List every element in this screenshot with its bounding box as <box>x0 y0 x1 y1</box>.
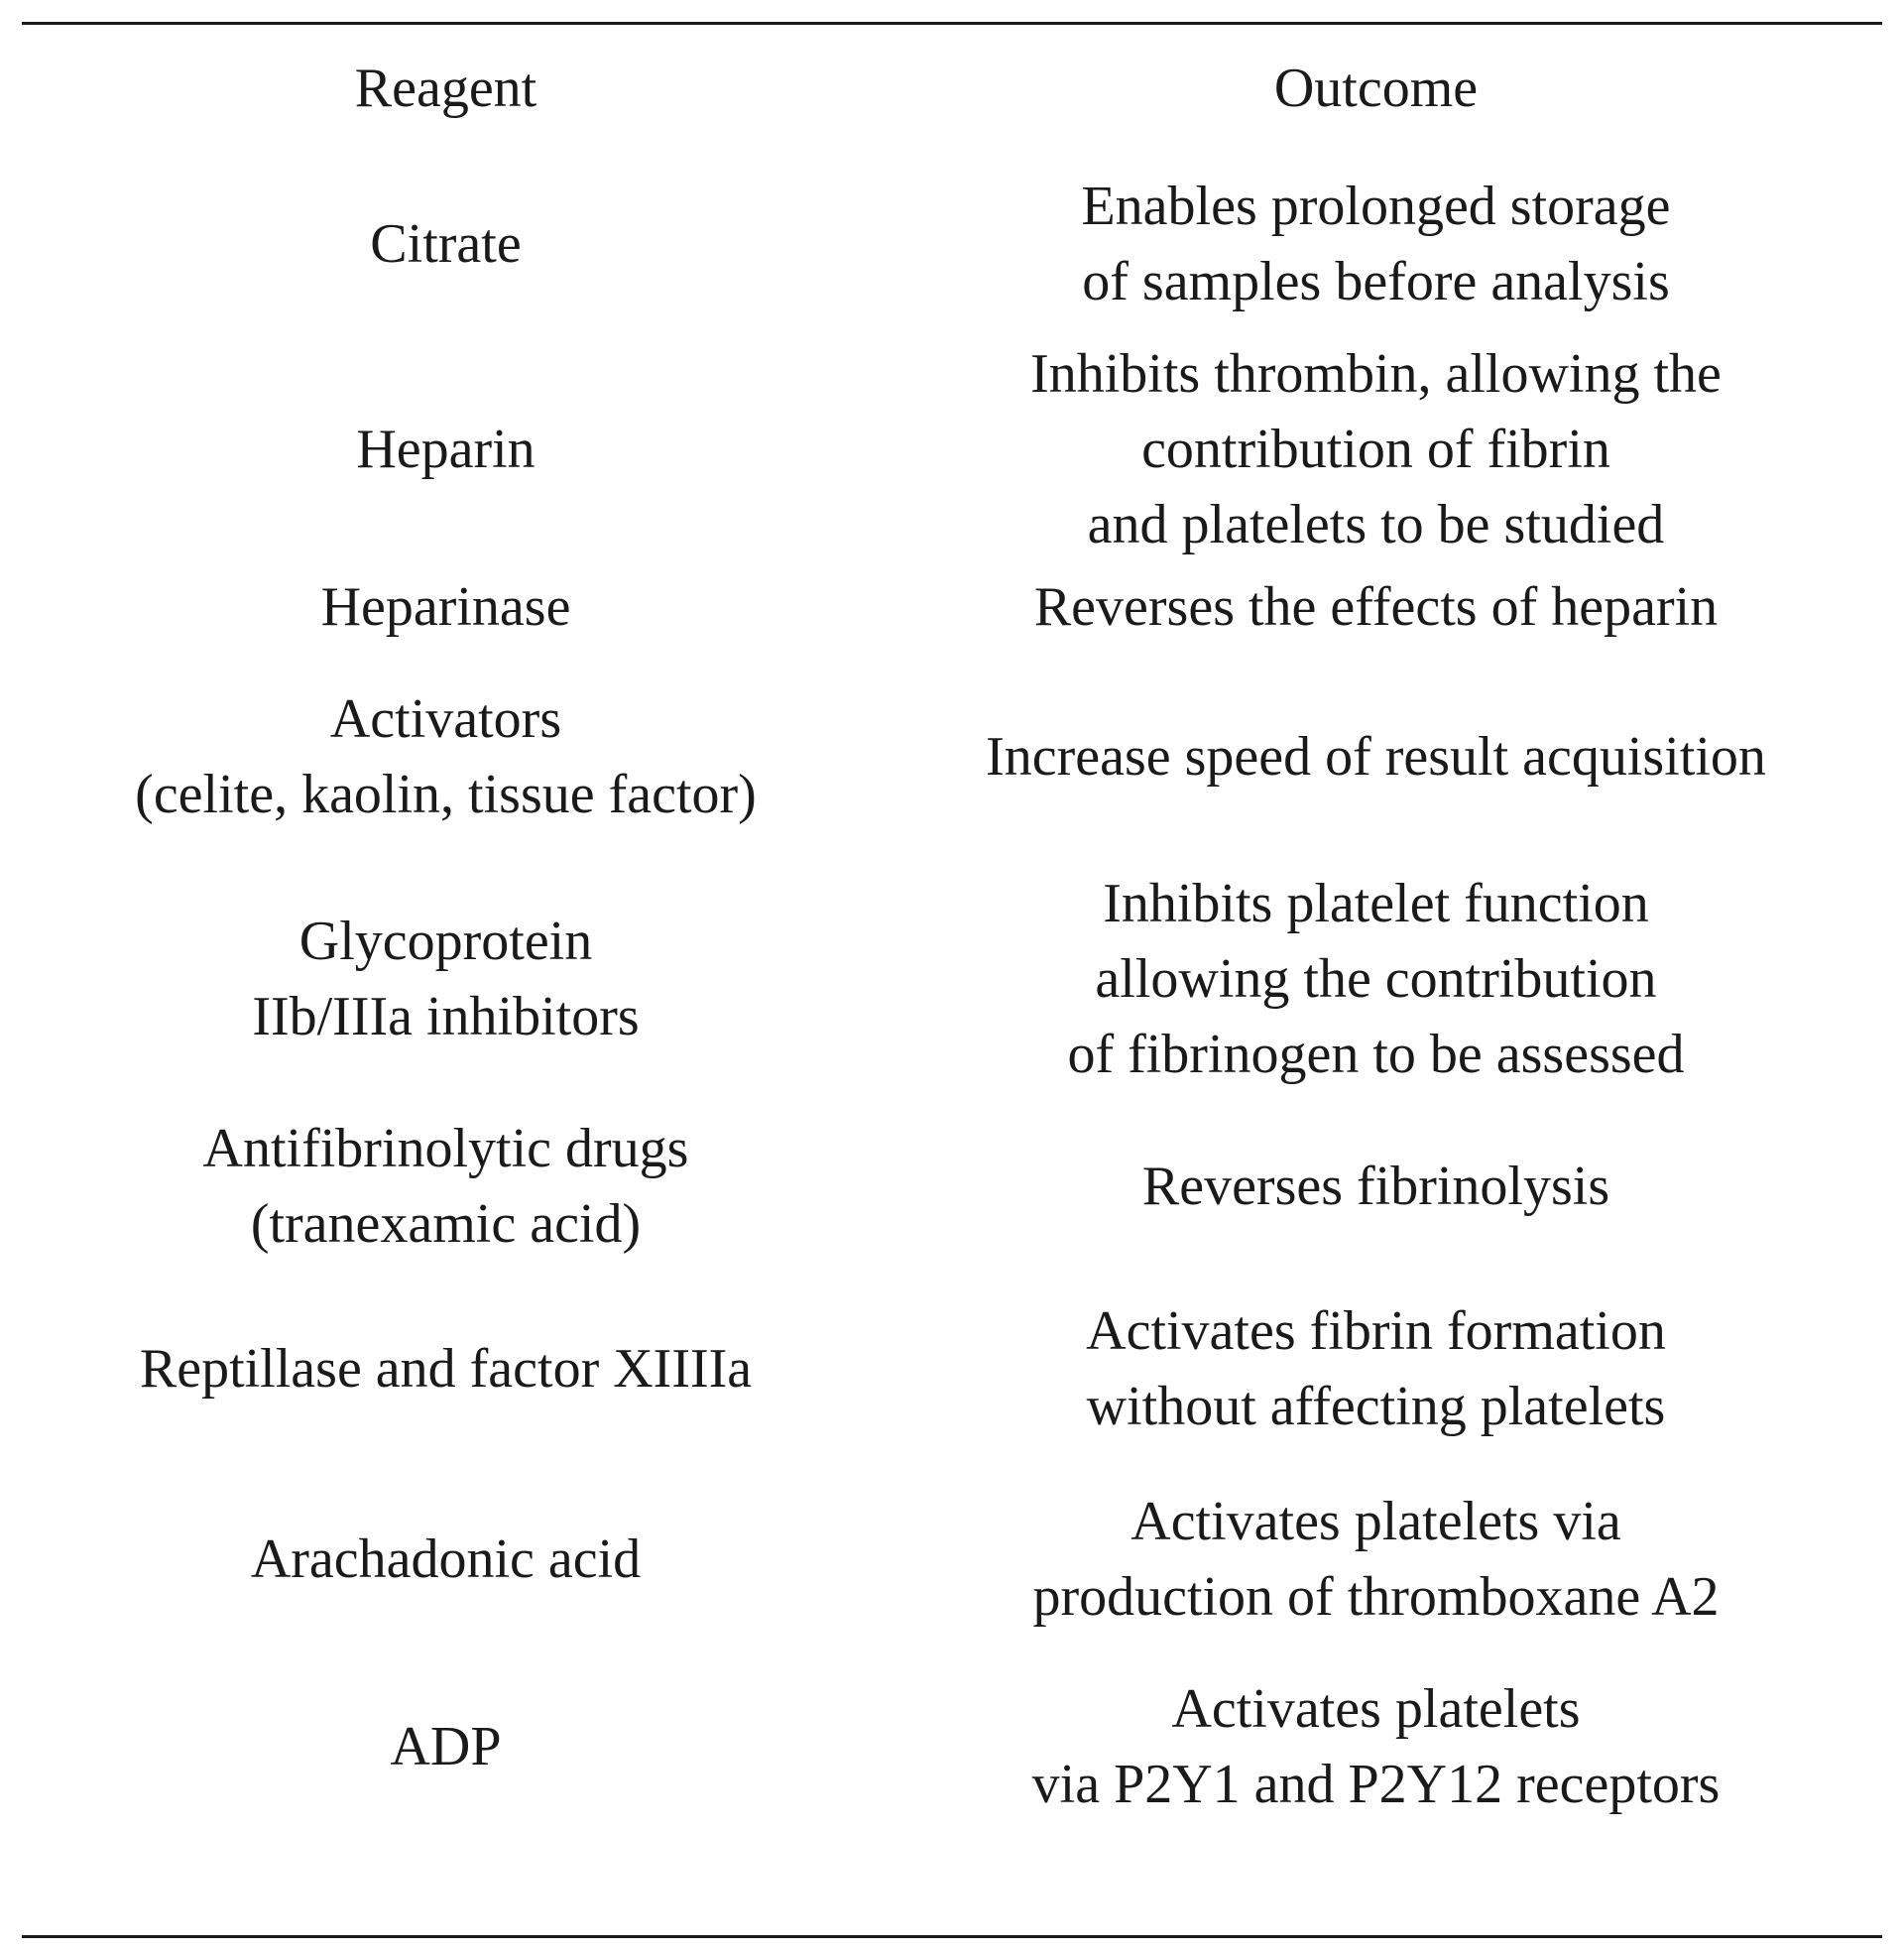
outcome-cell: Increase speed of result acquisition <box>986 726 1766 788</box>
reagent-cell: Reptillase and factor XIIIIa <box>139 1338 753 1400</box>
outcome-cell: Enables prolonged storage of samples before analysis <box>1081 175 1671 312</box>
table-top-rule <box>22 22 1882 25</box>
outcome-cell: Reverses fibrinolysis <box>1141 1156 1610 1217</box>
reagent-cell: ADP <box>390 1716 502 1777</box>
reagent-cell: Antifibrinolytic drugs (tranexamic acid) <box>202 1118 689 1255</box>
outcome-cell: Activates platelets via P2Y1 and P2Y12 receptors <box>1031 1678 1721 1815</box>
outcome-cell: Inhibits thrombin, allowing the contribution of fibrin and platelets to be studied <box>1030 343 1722 555</box>
header-outcome: Outcome <box>1273 57 1479 119</box>
outcome-cell: Inhibits platelet function allowing the contribution of fibrinogen to be assessed <box>1067 873 1685 1085</box>
reagent-cell: Glycoprotein IIb/IIIa inhibitors <box>252 911 640 1047</box>
reagent-outcome-table <box>22 26 1882 1933</box>
outcome-cell: Activates fibrin formation without affecting platelets <box>1086 1300 1666 1437</box>
outcome-cell: Reverses the effects of heparin <box>1033 575 1719 638</box>
reagent-cell: Activators (celite, kaolin, tissue factor) <box>135 688 757 825</box>
reagent-cell: Heparin <box>356 419 536 480</box>
outcome-cell: Activates platelets via production of thromboxane A2 <box>1032 1491 1720 1628</box>
reagent-cell: Arachadonic acid <box>250 1528 642 1590</box>
reagent-cell: Heparinase <box>320 575 571 638</box>
reagent-cell: Citrate <box>370 212 522 275</box>
table-bottom-rule <box>22 1935 1882 1938</box>
header-reagent: Reagent <box>354 57 537 119</box>
